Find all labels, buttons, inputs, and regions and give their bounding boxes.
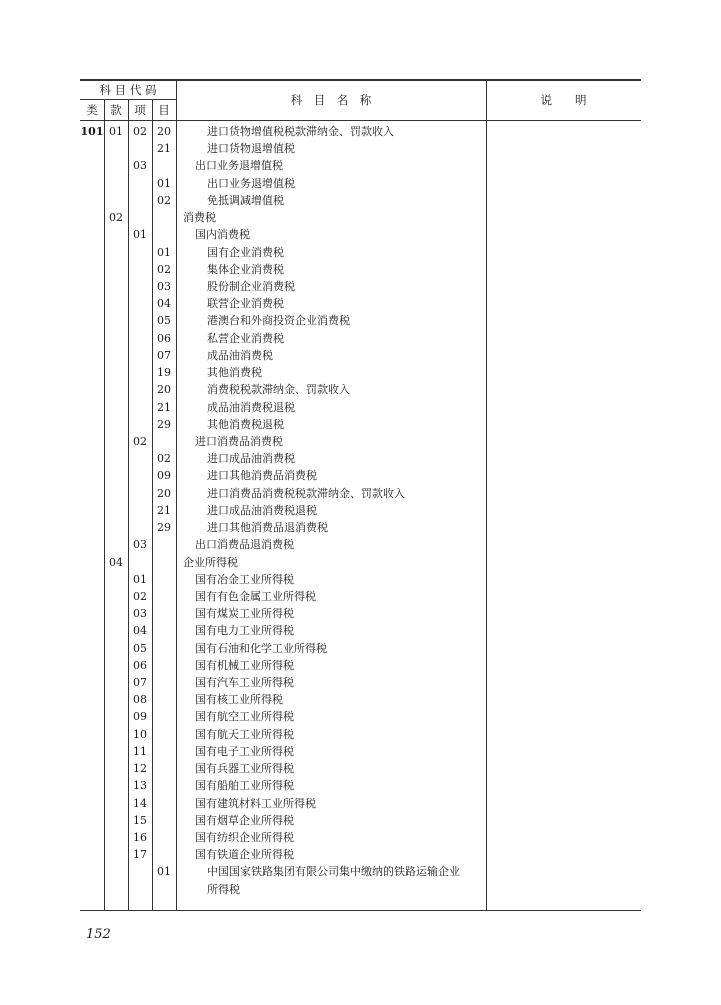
code-kuan: 01 (109, 125, 123, 138)
subject-name: 进口成品油消费税 (207, 452, 295, 466)
table-row (80, 777, 640, 794)
header-subject-name: 科 目 名 称 (290, 93, 372, 107)
table-row (80, 760, 640, 777)
table-row (80, 554, 640, 571)
code-xiang: 03 (133, 159, 147, 173)
table-row (80, 399, 640, 416)
subject-name: 出口消费品退消费税 (195, 538, 294, 552)
table-row (80, 536, 640, 553)
code-mu: 07 (157, 348, 171, 362)
subject-name: 企业所得税 (183, 555, 238, 569)
table-row (80, 795, 640, 812)
table-row (80, 278, 640, 295)
table-row (80, 674, 640, 691)
table-row (80, 244, 640, 261)
table-row (80, 295, 640, 312)
code-xiang: 02 (133, 434, 147, 448)
table-row (80, 812, 640, 829)
table-row (80, 519, 640, 536)
code-xiang: 13 (133, 779, 147, 793)
subject-name: 出口业务退增值税 (207, 176, 295, 190)
subject-name: 其他消费税 (207, 366, 262, 380)
subject-name: 国有汽车工业所得税 (195, 676, 294, 690)
table-row (80, 261, 640, 278)
subject-name: 消费税税款滞纳金、罚款收入 (207, 383, 350, 397)
table-row (80, 622, 640, 639)
table-row (80, 467, 640, 484)
table-row (80, 381, 640, 398)
code-xiang: 02 (133, 125, 147, 138)
code-xiang: 17 (133, 848, 147, 862)
subject-name: 国有企业消费税 (207, 245, 284, 259)
table-row (80, 881, 640, 898)
table-row (80, 140, 640, 157)
subject-name: 国有兵器工业所得税 (195, 762, 294, 776)
subject-name: 私营企业消费税 (207, 331, 284, 345)
subject-name: 国有机械工业所得税 (195, 658, 294, 672)
table-row (80, 605, 640, 622)
code-mu: 06 (157, 331, 171, 345)
table-row (80, 571, 640, 588)
table-row (80, 433, 640, 450)
table-row (80, 588, 640, 605)
code-mu: 05 (157, 314, 171, 328)
code-mu: 21 (157, 400, 171, 414)
subject-name: 国有有色金属工业所得税 (195, 589, 316, 603)
code-mu: 20 (157, 486, 171, 500)
subject-name: 国有纺织企业所得税 (195, 831, 294, 845)
code-mu: 02 (157, 452, 171, 466)
code-xiang: 03 (133, 607, 147, 621)
table-row (80, 330, 640, 347)
table-row (80, 450, 640, 467)
table-row (80, 485, 640, 502)
header-mu: 目 (158, 103, 170, 117)
code-xiang: 07 (133, 676, 147, 690)
table-row (80, 175, 640, 192)
table-top-rule (80, 79, 641, 81)
subject-name: 港澳台和外商投资企业消费税 (207, 314, 350, 328)
subject-name: 进口消费品消费税 (195, 434, 283, 448)
code-xiang: 14 (133, 796, 147, 810)
subject-name: 国有铁道企业所得税 (195, 848, 294, 862)
code-kuan: 04 (109, 555, 123, 569)
code-xiang: 03 (133, 538, 147, 552)
code-mu: 21 (157, 142, 171, 156)
code-mu: 19 (157, 366, 171, 380)
header-lei: 类 (86, 103, 98, 117)
subject-name: 国有冶金工业所得税 (195, 572, 294, 586)
subject-name: 所得税 (207, 882, 240, 896)
code-xiang: 05 (133, 641, 147, 655)
subject-name: 出口业务退增值税 (195, 159, 283, 173)
table-row (80, 192, 640, 209)
subject-name: 消费税 (183, 211, 216, 225)
subject-name: 国有烟草企业所得税 (195, 813, 294, 827)
subject-name: 进口其他消费品消费税 (207, 469, 317, 483)
code-mu: 02 (157, 193, 171, 207)
code-xiang: 12 (133, 762, 147, 776)
table-row (80, 691, 640, 708)
table-row (80, 209, 640, 226)
subject-name: 国有核工业所得税 (195, 693, 283, 707)
subject-name: 成品油消费税退税 (207, 400, 295, 414)
subject-name: 集体企业消费税 (207, 262, 284, 276)
subject-name: 国有建筑材料工业所得税 (195, 796, 316, 810)
subject-name: 进口成品油消费税退税 (207, 503, 317, 517)
header-kuan: 款 (110, 103, 122, 117)
subject-name: 国有航空工业所得税 (195, 710, 294, 724)
code-xiang: 10 (133, 727, 147, 741)
subject-name: 国有石油和化学工业所得税 (195, 641, 327, 655)
header-xiang: 项 (134, 103, 146, 117)
subject-name: 国有电子工业所得税 (195, 744, 294, 758)
subject-name: 成品油消费税 (207, 348, 273, 362)
subject-name: 股份制企业消费税 (207, 279, 295, 293)
table-row (80, 364, 640, 381)
subject-name: 进口货物退增值税 (207, 142, 295, 156)
table-row (80, 312, 640, 329)
subject-name: 联营企业消费税 (207, 297, 284, 311)
code-mu: 01 (157, 865, 171, 879)
code-mu: 20 (157, 125, 171, 138)
subject-name: 国有煤炭工业所得税 (195, 607, 294, 621)
table-row (80, 416, 640, 433)
code-xiang: 08 (133, 693, 147, 707)
code-xiang: 16 (133, 831, 147, 845)
code-kuan: 02 (109, 211, 123, 225)
table-row (80, 347, 640, 364)
table-row (80, 863, 640, 880)
table-row (80, 640, 640, 657)
table-row (80, 743, 640, 760)
code-mu: 09 (157, 469, 171, 483)
code-xiang: 06 (133, 658, 147, 672)
code-mu: 01 (157, 245, 171, 259)
header-bottom-rule (80, 120, 641, 121)
code-mu: 20 (157, 383, 171, 397)
table-row (80, 657, 640, 674)
table-row (80, 226, 640, 243)
table-bottom-rule (80, 910, 641, 911)
code-xiang: 11 (133, 744, 147, 758)
subject-name: 进口货物增值税税款滞纳金、罚款收入 (207, 125, 394, 138)
code-mu: 29 (157, 417, 171, 431)
page-number: 152 (86, 927, 111, 942)
table-row (80, 708, 640, 725)
code-xiang: 04 (133, 624, 147, 638)
code-mu: 04 (157, 297, 171, 311)
subject-name: 进口其他消费品退消费税 (207, 521, 328, 535)
subject-name: 国内消费税 (195, 228, 250, 242)
code-mu: 03 (157, 279, 171, 293)
subject-name: 中国国家铁路集团有限公司集中缴纳的铁路运输企业 (207, 865, 460, 879)
code-lei: 101 (80, 125, 104, 138)
subject-name: 国有航天工业所得税 (195, 727, 294, 741)
subject-name: 国有电力工业所得税 (195, 624, 294, 638)
header-description: 说 明 (540, 93, 587, 107)
subject-name: 其他消费税退税 (207, 417, 284, 431)
table-row (80, 502, 640, 519)
code-mu: 01 (157, 176, 171, 190)
code-mu: 02 (157, 262, 171, 276)
code-xiang: 01 (133, 572, 147, 586)
table-row (80, 846, 640, 863)
code-xiang: 09 (133, 710, 147, 724)
subject-name: 免抵调减增值税 (207, 193, 284, 207)
code-xiang: 02 (133, 589, 147, 603)
code-xiang: 01 (133, 228, 147, 242)
table-row (80, 726, 640, 743)
header-code-group: 科 目 代 码 (99, 83, 157, 97)
table-row (80, 157, 640, 174)
code-mu: 29 (157, 521, 171, 535)
table-row (80, 123, 640, 140)
code-mu: 21 (157, 503, 171, 517)
subject-name: 进口消费品消费税税款滞纳金、罚款收入 (207, 486, 405, 500)
table-row (80, 829, 640, 846)
subject-name: 国有船舶工业所得税 (195, 779, 294, 793)
code-xiang: 15 (133, 813, 147, 827)
